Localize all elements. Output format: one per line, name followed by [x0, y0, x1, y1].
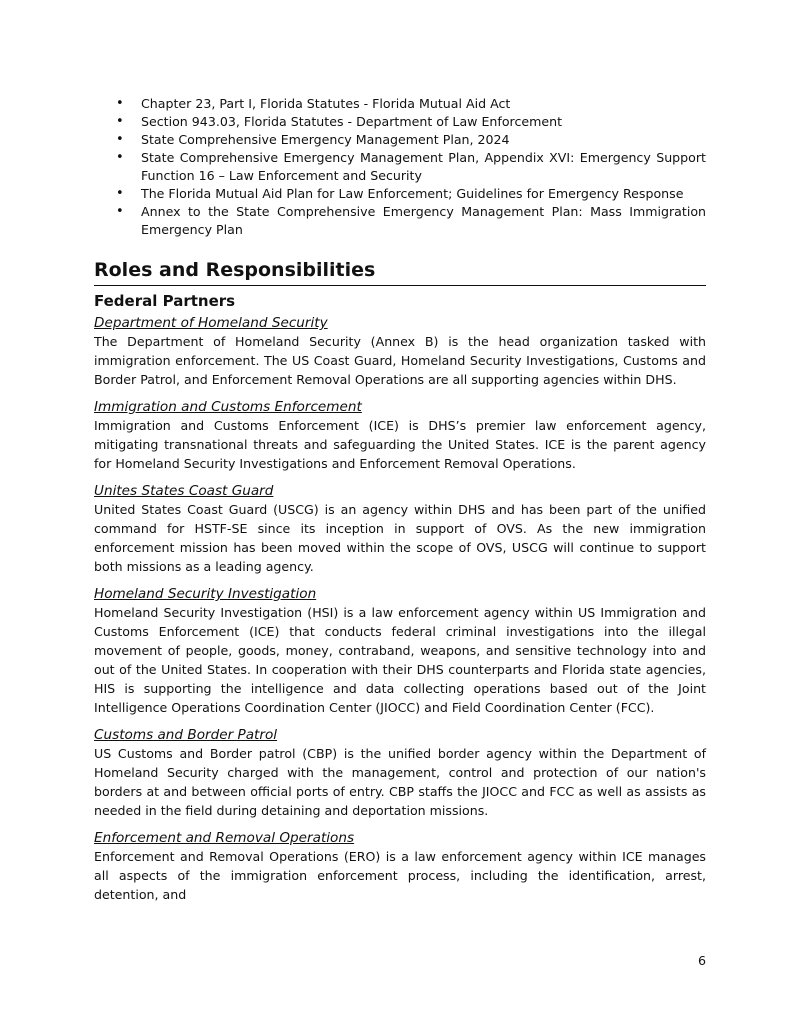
agency-description: The Department of Homeland Security (Annex B) is the head organization tasked with immigration enforcement. The US Coast Guard, Homeland Security Investigations, Customs and Border Patrol, and Enforcement Removal Operations are all supporting agencies within DHS. [94, 334, 706, 387]
bullet-icon: • [116, 150, 124, 165]
agency-title: Customs and Border Patrol [94, 727, 278, 743]
agency-hsi [94, 585, 706, 717]
list-item [94, 149, 706, 185]
reference-text: Section 943.03, Florida Statutes - Department of Law Enforcement [141, 114, 563, 129]
bullet-icon: • [116, 114, 124, 129]
agency-title: Homeland Security Investigation [94, 586, 317, 602]
agency-dhs [94, 314, 706, 389]
agency-description: US Customs and Border patrol (CBP) is the unified border agency within the Department of Homeland Security charged with the management, control and protection of our nation's borders at and between official ports of entry. CBP staffs the JIOCC and FCC as well as assists as needed in the field during detaining and deportation missions. [94, 746, 706, 818]
agency-description: Homeland Security Investigation (HSI) is a law enforcement agency within US Immigration and Customs Enforcement (ICE) that conducts federal criminal investigations into the illegal movement of people, goods, money, contraband, weapons, and sensitive technology into and out of the United States. In cooperation with their DHS counterparts and Florida state agencies, HIS is supporting the intelligence and data collecting operations based out of the Joint Intelligence Operations Coordination Center (JIOCC) and Field Coordination Center (FCC). [94, 605, 706, 715]
agency-ice [94, 398, 706, 473]
agency-title: Immigration and Customs Enforcement [94, 399, 362, 415]
reference-text: The Florida Mutual Aid Plan for Law Enforcement; Guidelines for Emergency Response [141, 186, 684, 201]
list-item [94, 131, 706, 149]
agency-title: Department of Homeland Security [94, 315, 328, 331]
reference-text: Chapter 23, Part I, Florida Statutes - Florida Mutual Aid Act [141, 96, 511, 111]
agency-description: Enforcement and Removal Operations (ERO) is a law enforcement agency within ICE manages all aspects of the immigration enforcement process, including the identification, arrest, detention, and [94, 849, 706, 902]
references-list [94, 95, 706, 239]
agency-uscg [94, 482, 706, 576]
agency-description: Immigration and Customs Enforcement (ICE) is DHS’s premier law enforcement agency, mitigating transnational threats and safeguarding the United States. ICE is the parent agency for Homeland Security Investigations and Enforcement Removal Operations. [94, 418, 706, 471]
bullet-icon: • [116, 96, 124, 111]
list-item [94, 95, 706, 113]
agency-title: Enforcement and Removal Operations [94, 830, 355, 846]
document-page [94, 95, 706, 904]
list-item [94, 185, 706, 203]
agency-cbp [94, 726, 706, 820]
list-item [94, 203, 706, 239]
section-title: Roles and Responsibilities [94, 257, 706, 286]
agency-description: United States Coast Guard (USCG) is an agency within DHS and has been part of the unified command for HSTF-SE since its inception in support of OVS. As the new immigration enforcement mission has been moved within the scope of OVS, USCG will continue to support both missions as a leading agency. [94, 502, 706, 574]
list-item [94, 113, 706, 131]
reference-text: State Comprehensive Emergency Management Plan, Appendix XVI: Emergency Support Function 16 – Law Enforcement and Security [141, 150, 706, 183]
agency-ero [94, 829, 706, 904]
agency-title: Unites States Coast Guard [94, 483, 274, 499]
reference-text: State Comprehensive Emergency Management Plan, 2024 [141, 132, 510, 147]
reference-text: Annex to the State Comprehensive Emergency Management Plan: Mass Immigration Emergency Plan [141, 204, 706, 237]
page-number: 6 [697, 953, 706, 968]
subsection-title: Federal Partners [94, 292, 236, 310]
bullet-icon: • [116, 204, 124, 219]
bullet-icon: • [116, 132, 124, 147]
bullet-icon: • [116, 186, 124, 201]
